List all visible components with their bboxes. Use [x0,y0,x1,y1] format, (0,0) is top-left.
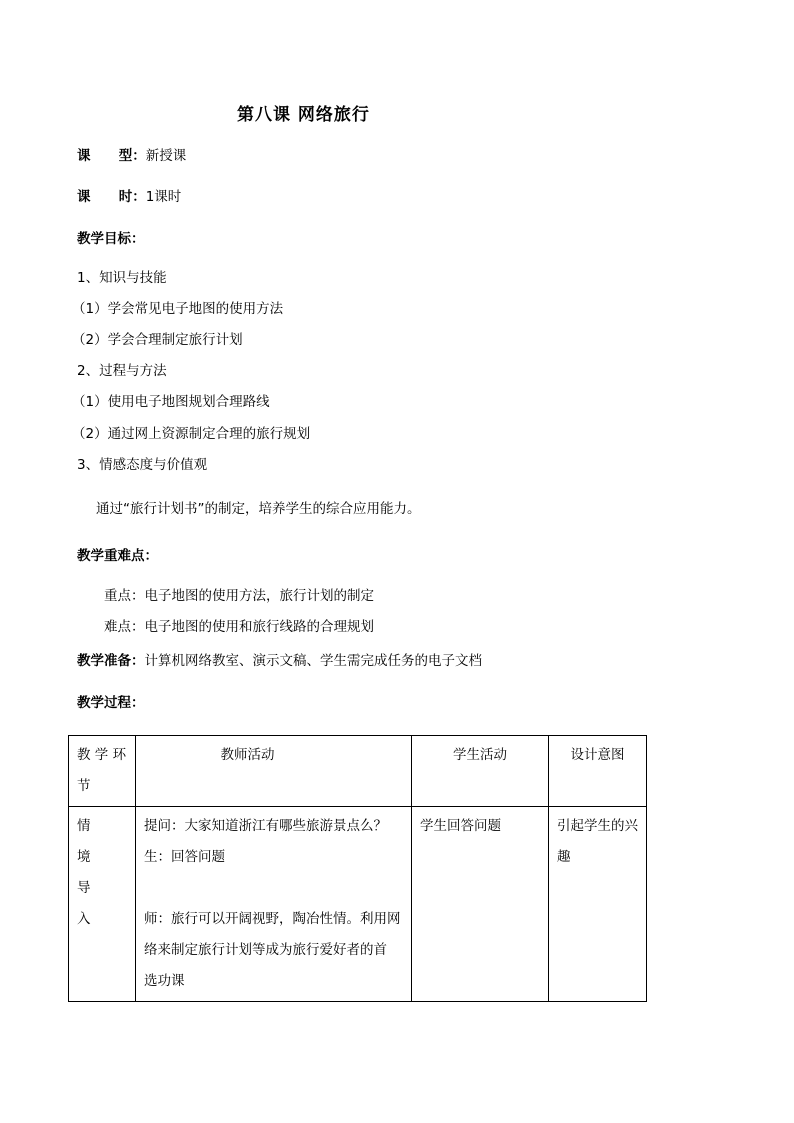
objective-line: （2）通过网上资源制定合理的旅行规划 [72,426,311,442]
stage-cell [69,807,136,1002]
difficult-point: 难点：电子地图的使用和旅行线路的合理规划 [104,619,374,635]
lesson-hours-value: 1课时 [145,189,182,205]
preparation-value: 计算机网络教室、演示文稿、学生需完成任务的电子文档 [144,653,482,669]
key-points-heading: 教学重难点： [77,548,158,564]
objectives-paragraph: 通过“旅行计划书”的制定，培养学生的综合应用能力。 [96,501,421,517]
teacher-line: 选功课 [144,973,185,989]
table-row [69,807,647,1002]
teaching-process-table [68,735,647,1002]
lesson-hours [77,187,181,207]
objective-line: （1）使用电子地图规划合理路线 [72,394,270,410]
objective-line: 1、知识与技能 [77,270,167,286]
teacher-line: 生：回答问题 [144,849,225,865]
teacher-activity-cell [136,807,412,1002]
teacher-line: 提问：大家知道浙江有哪些旅游景点么？ [144,818,387,834]
teacher-line-blank [144,873,403,904]
objective-line: （2）学会合理制定旅行计划 [72,332,243,348]
header-stage: 教 学 环 节 [69,736,136,807]
key-point: 重点：电子地图的使用方法，旅行计划的制定 [104,588,374,604]
student-activity-cell: 学生回答问题 [412,807,549,1002]
lesson-hours-label: 课 时： [77,189,146,205]
stage-char: 情 [77,818,91,834]
header-student: 学生活动 [412,736,549,807]
preparation-label: 教学准备： [77,653,145,669]
design-intent-cell: 引起学生的兴趣 [549,807,647,1002]
page-title: 第八课 网络旅行 [237,105,370,125]
lesson-type-value: 新授课 [145,148,187,164]
objectives-heading: 教学目标： [77,231,145,247]
stage-char: 入 [77,911,91,927]
header-teacher: 教师活动 [136,736,412,807]
objective-line: 3、情感态度与价值观 [77,457,208,473]
teacher-line: 师：旅行可以开阔视野，陶冶性情。利用网 [144,911,401,927]
process-heading: 教学过程： [77,695,145,711]
stage-char: 导 [77,880,91,896]
table-header-row [69,736,647,807]
teacher-line: 络来制定旅行计划等成为旅行爱好者的首 [144,942,387,958]
stage-char: 境 [77,849,91,865]
preparation [77,651,482,671]
objective-line: （1）学会常见电子地图的使用方法 [72,301,284,317]
objective-line: 2、过程与方法 [77,363,167,379]
lesson-type [77,146,186,166]
header-intent: 设计意图 [549,736,647,807]
lesson-type-label: 课 型： [77,148,146,164]
